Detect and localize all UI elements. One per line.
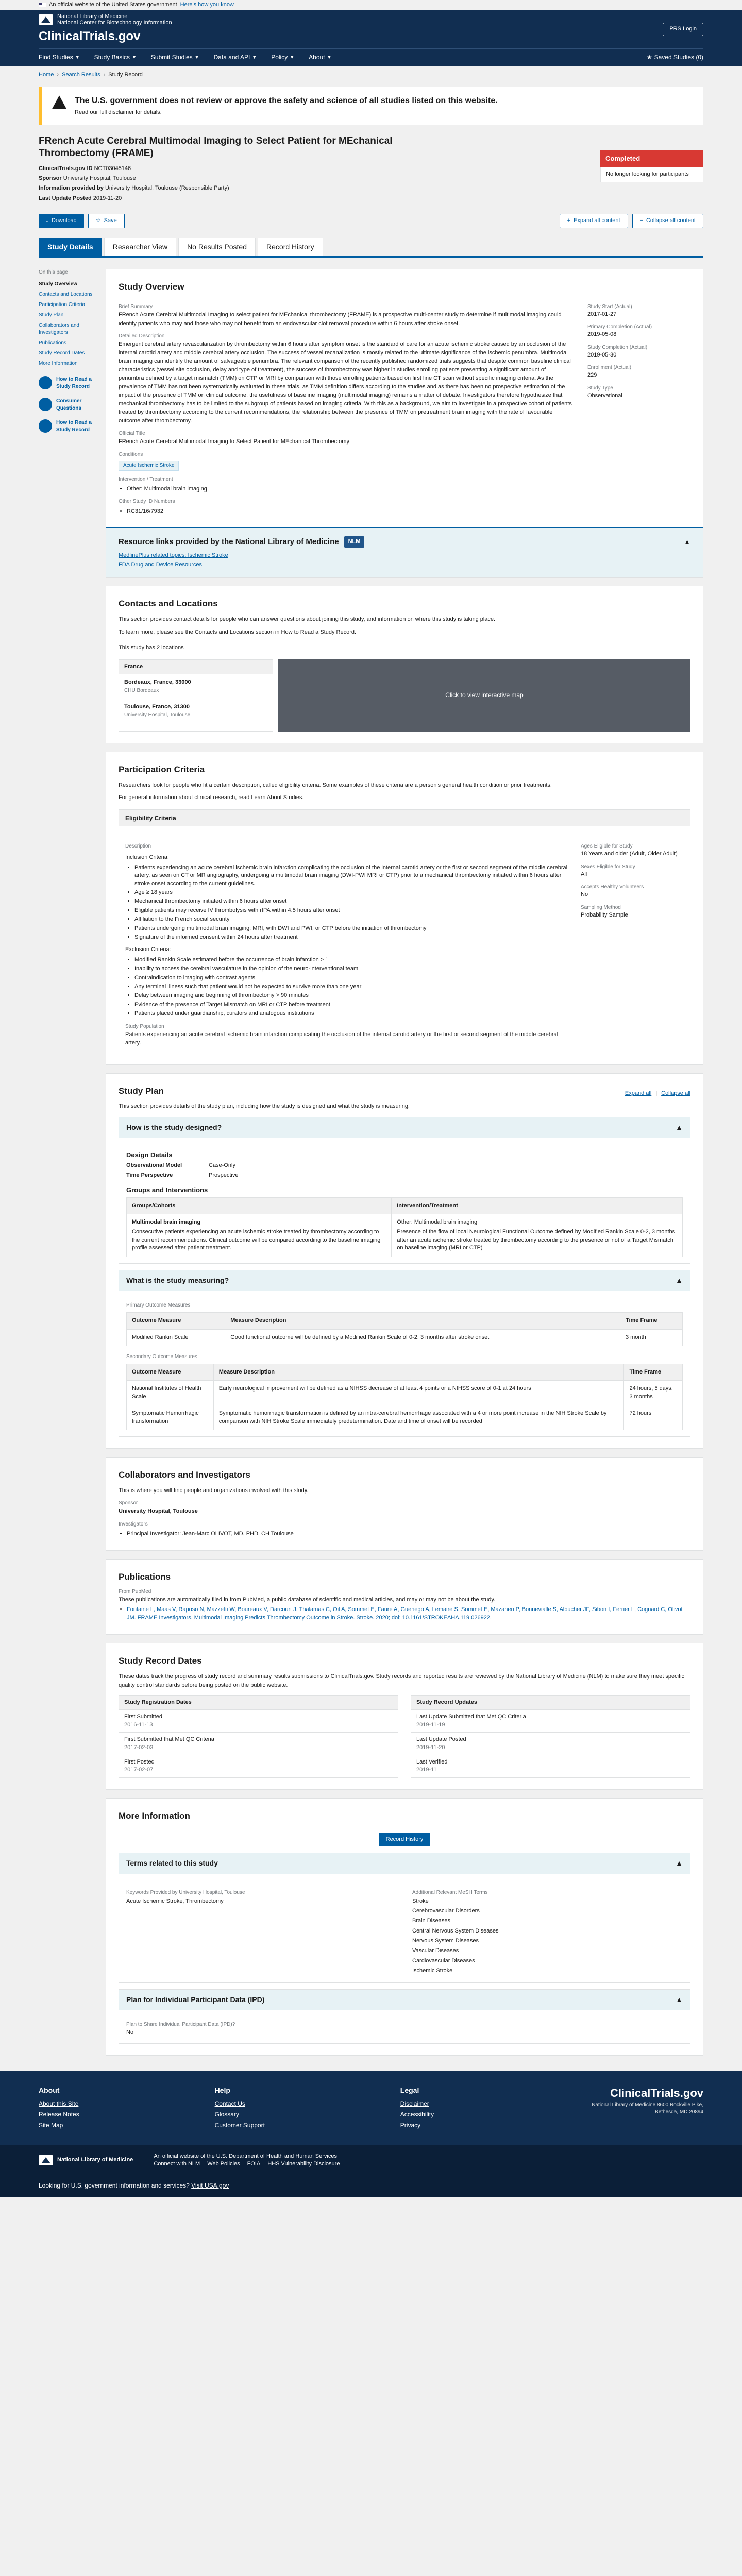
secondary-outcomes-table: Outcome Measure Measure Description Time Frame National Institutes of Health Scale Early neurological improvement will be defined as a NIHSS decrease of at least 4 points or a NIHSS score of 0-1 at 24 hours 24 hours, 5 days, 3 months Symptomatic Hemorrhagic transformation Symptomatic hemorrhagic transformation is defined by an intra-cerebral hemorrhage associated with a 4 or more point increase in the NIH Stroke Scale by comparison with NIH Stroke Scale immediately predetermination. Date and time of onset will be recorded 72 hours	[126, 1364, 683, 1430]
gov-banner-link[interactable]: Here's how you know	[180, 2, 234, 8]
collab-sponsor: University Hospital, Toulouse	[119, 1508, 198, 1515]
breadcrumb-home[interactable]: Home	[39, 72, 54, 78]
criteria-general: For general information about clinical research, read Learn About Studies.	[119, 794, 304, 801]
official-title: FRench Acute Cerebral Multimodal Imaging to Select Patient for MEchanical Thrombectomy	[119, 438, 349, 445]
alert-text: Read our full disclaimer for details.	[75, 109, 162, 115]
footer-link[interactable]: Customer Support	[214, 2121, 265, 2129]
criteria-title: Participation Criteria	[119, 764, 205, 774]
terms-accordion-header[interactable]: Terms related to this study ▲	[119, 1853, 690, 1874]
measuring-accordion: What is the study measuring? ▲ Primary Outcome Measures Outcome Measure Measure Description Time Frame Modified Rankin Scale Good functional outcome will be defined by a Modified Rankin Scale of 0-2, 3 months after stroke onset 3 month Secondary Outcome Measures Outcome Measure Measure Description Time Frame National Institutes of Health Scale Early neurological improvement will be defined as a NIHSS decrease of at least 4 points or a NIHSS score of 0-1 at 24 hours 24 hours, 5 days, 3 months Symptomatic Hemorrhagic transformation Symptomatic hemorrhagic transformation is defined by an intra-cerebral hemorrhage associated with a 4 or more point increase in the NIH Stroke Scale by comparison with NIH Stroke Scale immediately predetermination. Date and time of onset will be recorded 72 hours	[119, 1270, 690, 1437]
record-history-button[interactable]: Record History	[379, 1833, 431, 1846]
footer-bottom-link[interactable]: HHS Vulnerability Disclosure	[267, 2161, 340, 2167]
intervention-label: Intervention / Treatment	[119, 476, 173, 482]
publication-link[interactable]: Fontaine L, Maas V, Raposo N, Mazzetti W, Boureaux V, Darcourt J, Thalamas C, Oil A, Sommet E, Faure A, Guenego A, Lemaire S, Sommet E, Mazaheri P, Bonnevialle S, Albucher JF, Sibon I, Ferrier L, Cognard C, Olivot JM. FRAME Investigators. Multimodal Imaging Predicts Thrombectomy Outcome in Stroke. Stroke. 2020; doi: 10.1161/STROKEAHA.119.026922.	[127, 1606, 683, 1621]
footer-link[interactable]: Privacy	[400, 2121, 421, 2129]
tab-study-details[interactable]: Study Details	[39, 238, 102, 257]
primary-completion: 2019-05-08	[587, 331, 617, 338]
study-completion: 2019-05-30	[587, 351, 617, 358]
update-dates: Study Record Updates Last Update Submitted that Met QC Criteria 2019-11-19 Last Update Posted 2019-11-20 Last Verified 2019-11	[411, 1696, 690, 1778]
howto-read-link-2[interactable]: How to Read a Study Record	[56, 420, 92, 433]
contacts-learn: To learn more, please see the Contacts and Locations section in How to Read a Study Record.	[119, 629, 357, 635]
tab-researcher-view[interactable]: Researcher View	[104, 238, 176, 257]
howto-read-link[interactable]: How to Read a Study Record	[56, 377, 92, 390]
fda-resources-link[interactable]: FDA Drug and Device Resources	[119, 562, 203, 568]
criteria-intro: Researchers look for people who fit a certain description, called eligibility criteria. Some examples of these criteria are a person's general health condition or prior treatments.	[119, 782, 552, 788]
prs-login-button[interactable]: PRS Login	[663, 23, 703, 36]
location-item[interactable]: Bordeaux, France, 33000 CHU Bordeaux	[119, 674, 273, 699]
ipd-accordion-header[interactable]: Plan for Individual Participant Data (IPD) ▲	[119, 1990, 690, 2010]
breadcrumb-search-results[interactable]: Search Results	[62, 72, 100, 78]
recruitment-status	[600, 150, 703, 202]
sidebar-item-criteria[interactable]: Participation Criteria	[39, 302, 86, 308]
status-description: No longer looking for participants	[600, 167, 703, 182]
country-header: France	[119, 660, 273, 674]
sidebar-item-publications[interactable]: Publications	[39, 340, 66, 346]
chevron-down-icon: ▼	[327, 55, 332, 60]
location-list	[119, 659, 273, 732]
contacts-text: This section provides contact details for people who can answer questions about joining this study, and information on where this study is taking place.	[119, 616, 496, 623]
table-row: Multimodal brain imaging Consecutive patients experiencing an acute ischemic stroke treated by thrombectomy according to the current recommendations. Clinical outcome will be compared according to the baseline imaging profile assessed after patient treatment. Other: Multimodal brain imaging Presence of the flow of local Neurological Functional Outcome defined by Modified Rankin Scale 0-2, 3 months after an acute ischemic stroke treated by thrombectomy according to the presence or not of a Target Mismatch on baseline imaging (MRI or CTP)	[127, 1214, 683, 1257]
footer-link[interactable]: Disclaimer	[400, 2100, 429, 2108]
bookmark-icon: ★	[646, 54, 652, 61]
nav-find-studies[interactable]: Find Studies ▼	[39, 54, 80, 61]
plan-collapse-all[interactable]: Collapse all	[661, 1090, 690, 1096]
nav-submit-studies[interactable]: Submit Studies ▼	[150, 54, 199, 61]
enrollment: 229	[587, 372, 597, 379]
eligibility-facts: Ages Eligible for Study 18 Years and older (Adult, Older Adult) Sexes Eligible for Study All Accepts Healthy Volunteers No Sampling Method Probability Sample	[581, 843, 678, 918]
study-overview-section	[106, 269, 703, 578]
sidebar-item-collaborators[interactable]: Collaborators and Investigators	[39, 323, 79, 336]
condition-tag[interactable]: Acute Ischemic Stroke	[119, 461, 179, 471]
consumer-questions-link[interactable]: Consumer Questions	[56, 398, 82, 412]
sidebar-item-dates[interactable]: Study Record Dates	[39, 350, 85, 357]
chevron-up-icon: ▲	[676, 1123, 683, 1131]
publications-section: Publications From PubMed These publications are automatically filed in from PubMed, a public database of scientific and medical articles, and may or may not be about the study. • Fontaine L, Maas V, Raposo N, Mazzetti W, Boureaux V, Darcourt J, Thalamas C, Oil A, Sommet E, Faure A, Guenego A, Lemaire S, Sommet E, Mazaheri P, Bonnevialle S, Albucher JF, Sibon I, Ferrier L, Cognard C, Olivot JM. FRAME Investigators. Multimodal Imaging Predicts Thrombectomy Outcome in Stroke. Stroke. 2020; doi: 10.1161/STROKEAHA.119.026922.	[106, 1559, 703, 1635]
save-button[interactable]: ☆ Save	[88, 214, 125, 228]
disclaimer-alert	[39, 87, 703, 125]
contacts-title: Contacts and Locations	[119, 599, 218, 609]
warning-icon	[52, 95, 66, 109]
study-type: Observational	[587, 392, 622, 399]
nlm-logo-icon[interactable]	[39, 14, 53, 25]
collapse-all-button[interactable]: − Collapse all content	[632, 214, 703, 228]
table-row: Symptomatic Hemorrhagic transformation Symptomatic hemorrhagic transformation is defined by an intra-cerebral hemorrhage associated with a 4 or more point increase in the NIH Stroke Scale by comparison with NIH Stroke Scale immediately predetermination. Date and time of onset will be recorded 72 hours	[127, 1405, 683, 1430]
footer-link[interactable]: Release Notes	[39, 2111, 79, 2119]
study-start: 2017-01-27	[587, 311, 617, 318]
us-flag-icon	[39, 3, 46, 7]
main-nav	[39, 48, 703, 66]
footer-bottom-link[interactable]: FOIA	[247, 2161, 261, 2167]
conditions-label: Conditions	[119, 451, 143, 457]
more-info-section	[106, 1798, 703, 2056]
plan-title: Study Plan	[119, 1086, 164, 1096]
site-title[interactable]: ClinicalTrials.gov	[39, 29, 141, 44]
chevron-up-icon[interactable]: ▲	[684, 537, 690, 546]
footer-address: National Library of Medicine 8600 Rockville Pike, Bethesda, MD 20894	[592, 2102, 703, 2115]
location-item[interactable]: Toulouse, France, 31300 University Hospital, Toulouse	[119, 699, 273, 723]
site-header	[0, 10, 742, 66]
detailed-description-label: Detailed Description	[119, 333, 165, 340]
overview-side-facts: Study Start (Actual) 2017-01-27 Primary Completion (Actual) 2019-05-08 Study Completion (Actual) 2019-05-30 Enrollment (Actual) 229 Study Type Observational	[587, 298, 690, 516]
brief-summary-label: Brief Summary	[119, 304, 153, 310]
chevron-up-icon: ▲	[676, 1995, 683, 2004]
ipd-value: No	[126, 2029, 134, 2036]
site-footer: About About this Site Release Notes Site Map Help Contact Us Glossary Customer Support Legal Disclaimer Accessibility Privacy ClinicalTrials.gov National Library of Medicine 8600 Rockville Pike, Bethesda, MD 20894 National Library of Medicine An official website of the U.S. Department of Health and Human Services Connect with NLM Web Policies FOIA HHS Vulnerability Disclosure Looking for U.S. government information and services? Visit USA.gov	[0, 2071, 742, 2197]
resources-title: Resource links provided by the National Library of Medicine	[119, 537, 339, 547]
dates-title: Study Record Dates	[119, 1656, 202, 1666]
footer-link[interactable]: About this Site	[39, 2100, 79, 2108]
tab-record-history[interactable]: Record History	[258, 238, 323, 257]
study-id: NCT03045146	[94, 165, 131, 172]
chevron-down-icon: ▼	[75, 55, 80, 60]
footer-link[interactable]: Contact Us	[214, 2100, 245, 2108]
time-perspective: Prospective	[209, 1172, 239, 1179]
nav-about[interactable]: About ▼	[309, 54, 332, 61]
sponsor-row: Sponsor University Hospital, Toulouse	[39, 175, 136, 182]
detailed-description: Emergent cerebral artery revascularization by thrombectomy within 6 hours after symptom onset is the standard of care for an acute ischemic stroke caused by an occlusion of the internal carotid artery and middle cerebral artery occlusion. The success of vessel recanalization is mostly related to the ultimate significance of the ischemic penumbra. Multimodal brain imaging can identify the amount of salvageable penumbra. The relevant comparison of the recently published randomized trials suggests that despite common baseline clinical characteristics (vessel site occlusion, delay and type of treatment), the success of thrombectomy was higher in studies enrolling patients presenting a significant amount of penumbra defined by a target mismatch (TMM) on CTP or MRI by comparison with those enrolling patients based on first line CT scan without specific imaging criteria. As the prevalence of TMM has not been systematically evaluated in these trials, as TMM definition differs according to the studies and as there has been no prospective estimation of the impact of the presence of TMM on clinical outcome, the usefulness of baseline imaging (multimodal imaging) remains a matter of debate. Investigators therefore hypothesize that mechanical thrombectomy has to be limited to the subgroup of patients based on imaging criteria. With this as a background, we aim to investigate in a prospective cohort of patients treated by thrombectomy according to the current recommendations, the relationship between the presence of TMM on pretreatment brain imaging with the rate of favourable outcome after thrombectomy.	[119, 341, 572, 424]
design-accordion-header[interactable]: How is the study designed? ▲	[119, 1117, 690, 1138]
nav-study-basics[interactable]: Study Basics ▼	[94, 54, 137, 61]
plus-icon: +	[567, 217, 571, 224]
saved-studies-link[interactable]: ★ Saved Studies (0)	[646, 54, 703, 61]
other-ids-label: Other Study ID Numbers	[119, 498, 175, 504]
exclusion-list: • Modified Rankin Scale estimated before the occurrence of brain infarction > 1 • Inability to access the cerebral vasculature in the opinion of the neuro-interventional team • Contraindication to imaging with contrast agents • Any terminal illness such that patient would not be expected to survive more than one year • Delay between imaging and beginning of thrombectomy > 90 minutes • Evidence of the presence of Target Mismatch on MRI or CTP before treatment • Patients placed under guardianship, curators and analogous institutions	[134, 956, 570, 1018]
terms-accordion: Terms related to this study ▲ Keywords Provided by University Hospital, Toulouse Acute Ischemic Stroke, Thrombectomy Additional Relevant MeSH Terms Stroke Cerebrovascular Disorders Brain Diseases Central Nervous System Diseases Nervous System Diseases Vascular Diseases Cardiovascular Diseases Ischemic Stroke	[119, 1853, 690, 1983]
mesh-list: Stroke Cerebrovascular Disorders Brain Diseases Central Nervous System Diseases Nervous System Diseases Vascular Diseases Cardiovascular Diseases Ischemic Stroke	[412, 1897, 499, 1974]
plan-intro: This section provides details of the study plan, including how the study is designed and what the study is measuring.	[119, 1103, 410, 1110]
gov-banner-text: An official website of the United States government	[49, 2, 177, 8]
nlm-name: National Library of Medicine	[57, 13, 128, 20]
plan-expand-all[interactable]: Expand all	[625, 1090, 652, 1096]
footer-link[interactable]: Glossary	[214, 2111, 239, 2119]
more-info-title: More Information	[119, 1810, 190, 1821]
table-row: Modified Rankin Scale Good functional outcome will be defined by a Modified Rankin Scale of 0-2, 3 months after stroke onset 3 month	[127, 1329, 683, 1346]
nav-policy[interactable]: Policy ▼	[271, 54, 295, 61]
primary-outcomes-table: Outcome Measure Measure Description Time Frame Modified Rankin Scale Good functional outcome will be defined by a Modified Rankin Scale of 0-2, 3 months after stroke onset 3 month	[126, 1312, 683, 1346]
last-update-row: Last Update Posted 2019-11-20	[39, 195, 122, 201]
document-icon	[39, 419, 52, 433]
footer-bottom-link[interactable]: Web Policies	[207, 2161, 240, 2167]
study-population: Patients experiencing an acute cerebral ischemic brain infarction complicating the occlusion of the internal carotid artery or the first or second segment of the middle cerebral artery.	[125, 1031, 559, 1046]
nav-data-api[interactable]: Data and API ▼	[213, 54, 257, 61]
sidebar-item-more-info[interactable]: More Information	[39, 361, 78, 367]
observational-model: Case-Only	[209, 1162, 235, 1168]
registration-dates: Study Registration Dates First Submitted 2016-11-13 First Submitted that Met QC Criteria 2017-02-03 First Posted 2017-02-07	[119, 1696, 398, 1778]
official-title-label: Official Title	[119, 431, 145, 437]
bookmark-icon: ☆	[95, 217, 101, 224]
brief-summary: FRench Acute Cerebral Multimodal Imaging to select patient for MEchanical thrombectomy (FRAME) is a prospective multi-center study to determine if multimodal imaging could identify patients who may and those who may not benefit from an endovascular clot removal procedure within 6 hours after stroke onset.	[119, 312, 562, 327]
help-icon	[39, 376, 52, 389]
breadcrumb-current: Study Record	[108, 72, 143, 78]
status-badge: Completed	[600, 150, 703, 167]
chevron-down-icon: ▼	[194, 55, 199, 60]
other-id-item: • RC31/16/7932	[127, 507, 572, 515]
nlm-logo-icon[interactable]	[39, 2155, 53, 2165]
expand-all-button[interactable]: + Expand all content	[560, 214, 628, 228]
study-title: FRench Acute Cerebral Multimodal Imaging to Select Patient for MEchanical Thrombectomy (FRAME)	[39, 135, 393, 159]
sidebar-item-plan[interactable]: Study Plan	[39, 312, 64, 318]
medlineplus-link[interactable]: MedlinePlus related topics: Ischemic Stroke	[119, 552, 228, 558]
overview-title: Study Overview	[119, 282, 184, 292]
question-icon	[39, 398, 52, 411]
chevron-down-icon: ▼	[252, 55, 257, 60]
footer-logo[interactable]: ClinicalTrials.gov	[610, 2086, 703, 2099]
keyword-item: Acute Ischemic Stroke, Thrombectomy	[126, 1897, 224, 1904]
footer-bottom-link[interactable]: Connect with NLM	[154, 2161, 200, 2167]
nlm-resources	[106, 527, 703, 577]
nlm-badge: NLM	[344, 536, 365, 547]
chevron-up-icon: ▲	[676, 1276, 683, 1284]
sidebar-title: On this page	[39, 269, 68, 276]
inclusion-label: Inclusion Criteria:	[125, 854, 169, 861]
groups-table: Groups/Cohorts Intervention/Treatment Multimodal brain imaging Consecutive patients experiencing an acute ischemic stroke treated by thrombectomy according to the current recommendations. Clinical outcome will be compared according to the baseline imaging profile assessed after patient treatment. Other: Multimodal brain imaging Presence of the flow of local Neurological Functional Outcome defined by Modified Rankin Scale 0-2, 3 months after an acute ischemic stroke treated by thrombectomy according to the presence or not of a Target Mismatch on baseline imaging (MRI or CTP)	[126, 1197, 683, 1257]
investigator-item: • Principal Investigator: Jean-Marc OLIVOT, MD, PHD, CH Toulouse	[127, 1530, 690, 1538]
alert-title: The U.S. government does not review or approve the safety and science of all studies listed on this website.	[75, 96, 498, 106]
sidebar-item-overview[interactable]: Study Overview	[39, 281, 78, 287]
contacts-section	[106, 586, 703, 743]
minus-icon: −	[639, 217, 643, 224]
pubs-title: Publications	[119, 1572, 171, 1582]
info-row: Information provided by University Hospital, Toulouse (Responsible Party)	[39, 185, 229, 192]
inclusion-list: • Patients experiencing an acute cerebral ischemic brain infarction complicating the occlusion of the internal carotid artery or the first or second segment of the middle cerebral artery, as seen on CT or MR angiography, undergoing a multimodal brain imaging (DWI-PWI MRI or CTP) prior to a mechanical thrombectomy initiated within 6 hours after stroke onset according to the current guidelines. • Age ≥ 18 years • Mechanical thrombectomy initiated within 6 hours after onset • Eligible patients may receive IV thrombolysis with rtPA within 4.5 hours after onset • Affiliation to the French social security • Patients undergoing multimodal brain imaging: MRI, with DWI and PWI, or CTP before the initiation of thrombectomy • Signature of the informed consent within 24 hours after treatment	[134, 864, 570, 942]
study-id-row: ClinicalTrials.gov ID NCT03045146	[39, 165, 131, 172]
study-plan-section: Study Plan Expand all | Collapse all This section provides details of the study plan, including how the study is designed and what the study is measuring. How is the study designed? ▲ Design Details Observational Model Case-Only Time Perspective Prospective Groups and Interventions Groups/Cohorts Intervention/Treatment Multimodal brain imaging Consecutive patients experiencing an acute ischemic stroke treated by thrombectomy according to the current recommendations. Clinical outcome will be compared according to the baseline imaging profile assessed after patient treatment. Other: Multimodal brain imaging Presence of the flow of local Neurological Functional Outcome defined by Modified Rankin Scale 0-2, 3 months after an acute ischemic stroke treated by thrombectomy according to the presence or not of a Target Mismatch on baseline imaging (MRI or CTP) What is the study measuring? ▲ Primary Outcome Measures Outcome Measure Measure Description Time Frame Modified Rankin Scale Good functional outcome will be defined by a Modified Rankin Scale of 0-2, 3 months after stroke onset 3 month Secondary Outcome Measures Outcome Measure Measure Description Time Frame National Institutes of Health Scale Early neurological improvement will be defined as a NIHSS decrease of at least 4 points or a NIHSS score of 0-1 at 24 hours 24 hours, 5 days, 3 months Symptomatic Hemorrhagic transformation Symptomatic hemorrhagic transformation is defined by an intra-cerebral hemorrhage associated with a 4 or more point increase in the NIH Stroke Scale by comparison with NIH Stroke Scale immediately predetermination. Date and time of onset will be recorded 72 hours	[106, 1073, 703, 1449]
chevron-down-icon: ▼	[290, 55, 295, 60]
chevron-down-icon: ▼	[132, 55, 137, 60]
page-sidebar	[39, 269, 95, 2056]
ncbi-name: National Center for Biotechnology Information	[57, 20, 172, 26]
interactive-map[interactable]: Click to view interactive map	[278, 659, 690, 732]
eligibility-box: Eligibility Criteria Description Inclusion Criteria: • Patients experiencing an acute cerebral ischemic brain infarction complicating the occlusion of the internal carotid artery or the first or second segment of the middle cerebral artery, as seen on CT or MR angiography, undergoing a multimodal brain imaging (DWI-PWI MRI or CTP) prior to a mechanical thrombectomy initiated within 6 hours after stroke onset according to the current guidelines. • Age ≥ 18 years • Mechanical thrombectomy initiated within 6 hours after onset • Eligible patients may receive IV thrombolysis with rtPA within 4.5 hours after onset • Affiliation to the French social security • Patients undergoing multimodal brain imaging: MRI, with DWI and PWI, or CTP before the initiation of thrombectomy • Signature of the informed consent within 24 hours after treatment Exclusion Criteria: • Modified Rankin Scale estimated before the occurrence of brain infarction > 1 • Inability to access the cerebral vasculature in the opinion of the neuro-interventional team • Contraindication to imaging with contrast agents • Any terminal illness such that patient would not be expected to survive more than one year • Delay between imaging and beginning of thrombectomy > 90 minutes • Evidence of the presence of Target Mismatch on MRI or CTP before treatment • Patients placed under guardianship, curators and analogous institutions Study Population Patients experiencing an acute cerebral ischemic brain infarction complicating the occlusion of the internal carotid artery or the first or second segment of the middle cerebral artery. Ages Eligible for Study 18 Years and older (Adult, Older Adult) Sexes Eligible for Study All Accepts Healthy Volunteers No Sampling Method Probability Sample	[119, 809, 690, 1053]
study-tabs	[39, 238, 703, 258]
footer-link[interactable]: Site Map	[39, 2121, 63, 2129]
criteria-section	[106, 752, 703, 1065]
footer-link[interactable]: Accessibility	[400, 2111, 434, 2119]
tab-no-results[interactable]: No Results Posted	[178, 238, 256, 257]
collaborators-section: Collaborators and Investigators This is where you will find people and organizations involved with this study. Sponsor University Hospital, Toulouse Investigators • Principal Investigator: Jean-Marc OLIVOT, MD, PHD, CH Toulouse	[106, 1457, 703, 1551]
measuring-accordion-header[interactable]: What is the study measuring? ▲	[119, 1270, 690, 1291]
usagov-link[interactable]: Visit USA.gov	[191, 2181, 229, 2189]
download-icon: ⤓	[46, 217, 48, 224]
dates-section: Study Record Dates These dates track the progress of study record and summary results submissions to ClinicalTrials.gov. Study records and reported results are reviewed by the National Library of Medicine (NLM) to make sure they meet specific quality control standards before being posted on the public website. Study Registration Dates First Submitted 2016-11-13 First Submitted that Met QC Criteria 2017-02-03 First Posted 2017-02-07 Study Record Updates Last Update Submitted that Met QC Criteria 2019-11-19 Last Update Posted 2019-11-20 Last Verified 2019-11	[106, 1643, 703, 1790]
intervention-item: • Other: Multimodal brain imaging	[127, 485, 572, 493]
breadcrumb: Home › Search Results › Study Record	[39, 66, 703, 84]
chevron-up-icon: ▲	[676, 1858, 683, 1867]
collab-title: Collaborators and Investigators	[119, 1469, 250, 1480]
table-row: National Institutes of Health Scale Early neurological improvement will be defined as a NIHSS decrease of at least 4 points or a NIHSS score of 0-1 at 24 hours 24 hours, 5 days, 3 months	[127, 1381, 683, 1405]
sidebar-item-contacts[interactable]: Contacts and Locations	[39, 292, 93, 298]
locations-count: This study has 2 locations	[119, 645, 184, 651]
download-button[interactable]: ⤓ Download	[39, 214, 84, 228]
ipd-accordion: Plan for Individual Participant Data (IPD) ▲ Plan to Share Individual Participant Data (IPD)? No	[119, 1989, 690, 2044]
gov-banner	[0, 0, 742, 10]
eligibility-title: Eligibility Criteria	[119, 810, 690, 827]
exclusion-label: Exclusion Criteria:	[125, 946, 171, 953]
design-accordion: How is the study designed? ▲ Design Details Observational Model Case-Only Time Perspective Prospective Groups and Interventions Groups/Cohorts Intervention/Treatment Multimodal brain imaging Consecutive patients experiencing an acute ischemic stroke treated by thrombectomy according to the current recommendations. Clinical outcome will be compared according to the baseline imaging profile assessed after patient treatment. Other: Multimodal brain imaging Presence of the flow of local Neurological Functional Outcome defined by Modified Rankin Scale 0-2, 3 months after an acute ischemic stroke treated by thrombectomy according to the presence or not of a Target Mismatch on baseline imaging (MRI or CTP)	[119, 1117, 690, 1264]
